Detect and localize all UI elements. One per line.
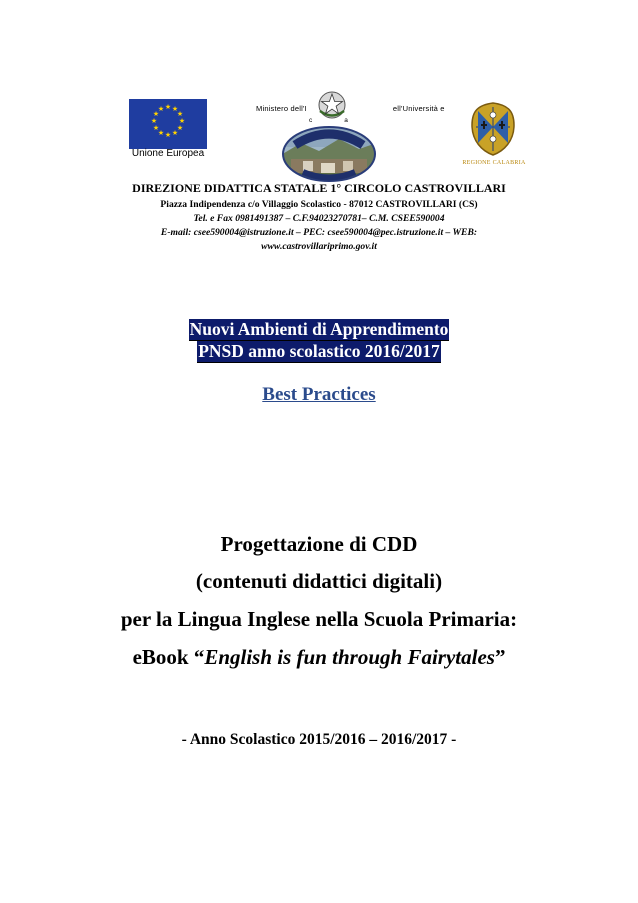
highlight-line-1: [0, 319, 638, 341]
school-tel-fax: Tel. e Fax 0981491387 – C.F.94023270781– C.M. CSEE590004: [193, 213, 445, 224]
school-seal-logo: [281, 125, 377, 183]
highlight-line-2: [0, 341, 638, 363]
title-line-3: per la Lingua Inglese nella Scuola Primaria:: [120, 607, 518, 631]
title-line-1: Progettazione di CDD: [220, 532, 418, 556]
school-name: DIREZIONE DIDATTICA STATALE 1° CIRCOLO CASTROVILLARI: [132, 181, 506, 195]
title-line-4: [0, 645, 638, 670]
best-practices-heading: Best Practices: [262, 384, 376, 405]
svg-text:★: ★: [157, 129, 165, 137]
svg-text:★: ★: [176, 110, 184, 118]
svg-text:★: ★: [164, 103, 172, 111]
ministry-subtext-left: c: [309, 117, 313, 124]
title-line-4-suffix: ”: [494, 645, 506, 669]
regione-calabria-shield-icon: [468, 101, 518, 157]
title-line-4-prefix: eBook “: [132, 645, 205, 669]
svg-text:★: ★: [171, 105, 179, 113]
regione-calabria-label: REGIONE CALABRIA: [462, 160, 526, 166]
school-website: www.castrovillariprimo.gov.it: [261, 241, 377, 252]
svg-text:★: ★: [152, 110, 160, 118]
svg-text:★: ★: [164, 131, 172, 139]
svg-text:★: ★: [150, 117, 158, 125]
ministry-subtext-right: a: [344, 117, 348, 124]
ebook-title: English is fun through Fairytales: [204, 645, 495, 669]
ministry-text-right: ell'Università e: [392, 104, 445, 113]
school-years: - Anno Scolastico 2015/2016 – 2016/2017 -: [181, 731, 457, 748]
svg-text:★: ★: [178, 117, 186, 125]
eu-flag-logo: [129, 99, 207, 149]
svg-text:★: ★: [176, 124, 184, 132]
svg-text:★: ★: [157, 105, 165, 113]
ministry-text-left: Ministero dell'I: [256, 104, 307, 113]
title-line-2: (contenuti didattici digitali): [195, 569, 443, 593]
school-address: Piazza Indipendenza c/o Villaggio Scolastico - 87012 CASTROVILLARI (CS): [160, 199, 478, 210]
italian-republic-emblem-icon: [317, 90, 347, 120]
eu-label: Unione Europea: [131, 148, 205, 159]
ministry-text: [256, 104, 445, 113]
school-email: E-mail: csee590004@istruzione.it – PEC: csee590004@pec.istruzione.it – WEB:: [160, 227, 478, 238]
highlight-text-1: Nuovi Ambienti di Apprendimento: [189, 319, 449, 339]
svg-text:★: ★: [171, 129, 179, 137]
eu-stars-icon: [129, 99, 207, 149]
svg-text:★: ★: [152, 124, 160, 132]
highlight-text-2: PNSD anno scolastico 2016/2017: [198, 341, 440, 361]
